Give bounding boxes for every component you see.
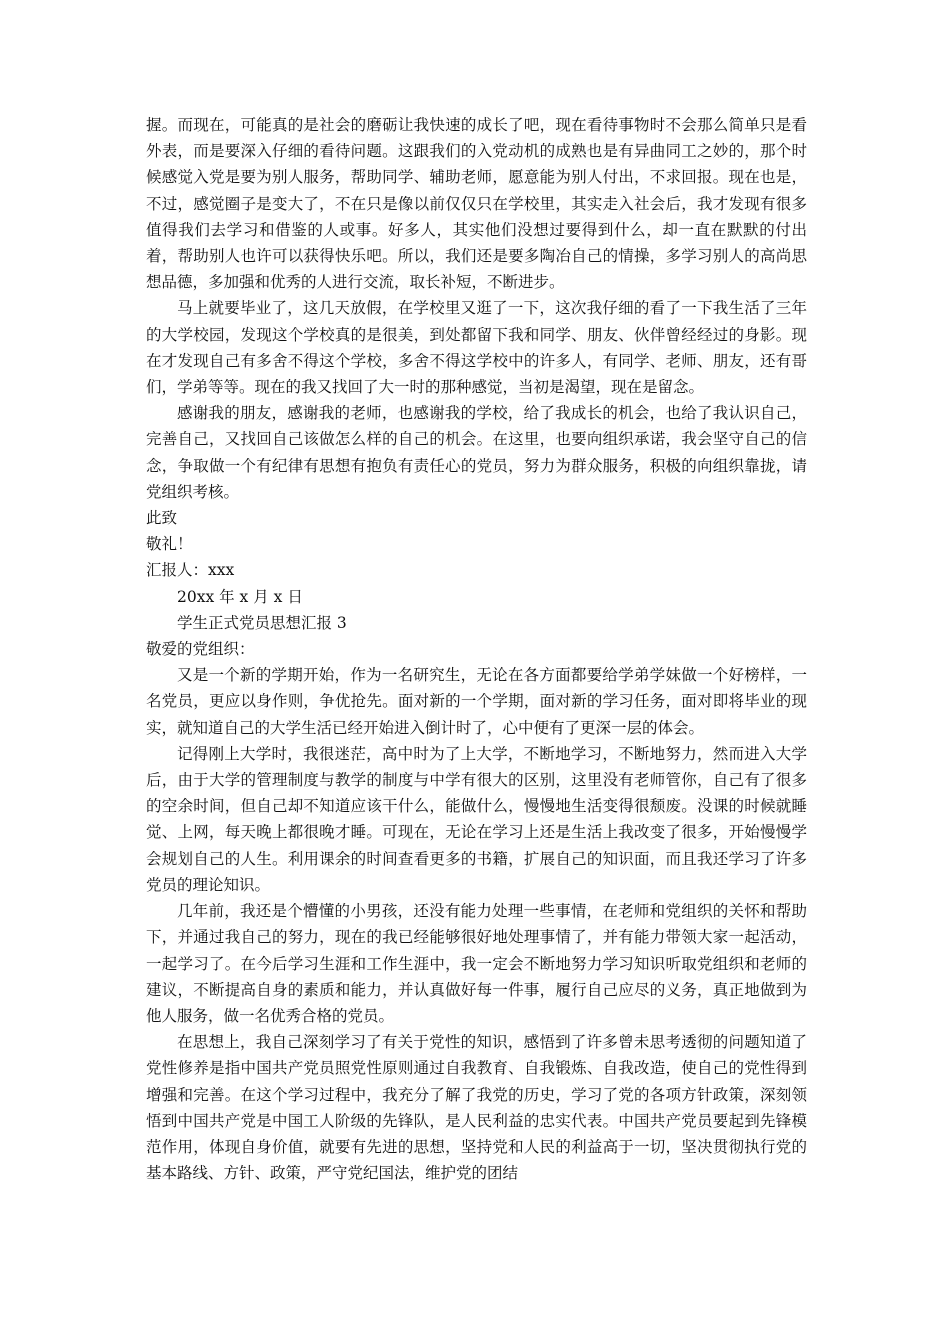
closing-salute: 敬礼！ xyxy=(146,535,193,554)
report-date: 20xx 年 x 月 x 日 xyxy=(177,587,303,606)
body-paragraph: 又是一个新的学期开始，作为一名研究生，无论在各方面都要给学弟学妹做一个好榜样，一名党员，更应以身作则，争优抢先。面对新的一个学期，面对新的学习任务，面对即将毕业的现实，就知道自己的大学生活已经开始进入倒计时了，心中便有了更深一层的体会。 xyxy=(146,666,807,737)
body-paragraph: 记得刚上大学时，我很迷茫，高中时为了上大学，不断地学习，不断地努力，然而进入大学后，由于大学的管理制度与教学的制度与中学有很大的区别，这里没有老师管你，自己有了很多的空余时间，但自己却不知道应该干什么，能做什么，慢慢地生活变得很颓废。没课的时候就睡觉、上网，每天晚上都很晚才睡。可现在，无论在学习上还是生活上我改变了很多，开始慢慢学会规划自己的人生。利用课余的时间查看更多的书籍，扩展自己的知识面，而且我还学习了许多党员的理论知识。 xyxy=(146,744,807,894)
body-paragraph: 感谢我的朋友，感谢我的老师，也感谢我的学校，给了我成长的机会，也给了我认识自己，完善自己，又找回自己该做怎么样的自己的机会。在这里，也要向组织承诺，我会坚守自己的信念，争取做一个有纪律有思想有抱负有责任心的党员，努力为群众服务，积极的向组织靠拢，请党组织考核。 xyxy=(146,404,807,501)
body-paragraph: 马上就要毕业了，这几天放假，在学校里又逛了一下，这次我仔细的看了一下我生活了三年的大学校园，发现这个学校真的是很美，到处都留下我和同学、朋友、伙伴曾经经过的身影。现在才发现自己有多舍不得这个学校，多舍不得这学校中的许多人，有同学、老师、朋友，还有哥们，学弟等等。现在的我又找回了大一时的那种感觉，当初是渴望，现在是留念。 xyxy=(146,299,807,397)
body-paragraph: 握。而现在，可能真的是社会的磨砺让我快速的成长了吧，现在看待事物时不会那么简单只是看外表，而是要深入仔细的看待问题。这跟我们的入党动机的成熟也是有异曲同工之妙的，那个时候感觉入党是要为别人服务，帮助同学、辅助老师，愿意能为别人付出，不求回报。现在也是，不过，感觉圈子是变大了，不在只是像以前仅仅只在学校里，其实走入社会后，我才发现有很多值得我们去学习和借鉴的人或事。好多人，其实他们没想过要得到什么，却一直在默默的付出着，帮助别人也许可以获得快乐吧。所以，我们还是要多陶冶自己的情操，多学习别人的高尚思想品德，多加强和优秀的人进行交流，取长补短，不断进步。 xyxy=(146,116,807,292)
body-paragraph: 在思想上，我自己深刻学习了有关于党性的知识，感悟到了许多曾未思考透彻的问题知道了党性修养是指中国共产党员照党性原则通过自我教育、自我锻炼、自我改造，使自己的党性得到增强和完善。在这个学习过程中，我充分了解了我党的历史，学习了党的各项方针政策，深刻领悟到中国共产党是中国工人阶级的先锋队，是人民利益的忠实代表。中国共产党员要起到先锋模范作用，体现自身价值，就要有先进的思想，坚持党和人民的利益高于一切，坚决贯彻执行党的基本路线、方针、政策，严守党纪国法，维护党的团结 xyxy=(146,1033,807,1183)
section-title: 学生正式党员思想汇报 3 xyxy=(177,613,347,632)
reporter-line: 汇报人：xxx xyxy=(146,561,235,580)
document-page xyxy=(146,112,807,1186)
salutation: 敬爱的党组织： xyxy=(146,640,255,659)
body-paragraph: 几年前，我还是个懵懂的小男孩，还没有能力处理一些事情，在老师和党组织的关怀和帮助下，并通过我自己的努力，现在的我已经能够很好地处理事情了，并有能力带领大家一起活动，一起学习了。在今后学习生涯和工作生涯中，我一定会不断地努力学习知识听取党组织和老师的建议，不断提高自身的素质和能力，并认真做好每一件事，履行自己应尽的义务，真正地做到为他人服务，做一名优秀合格的党员。 xyxy=(146,902,807,1025)
closing-line: 此致 xyxy=(146,509,178,528)
